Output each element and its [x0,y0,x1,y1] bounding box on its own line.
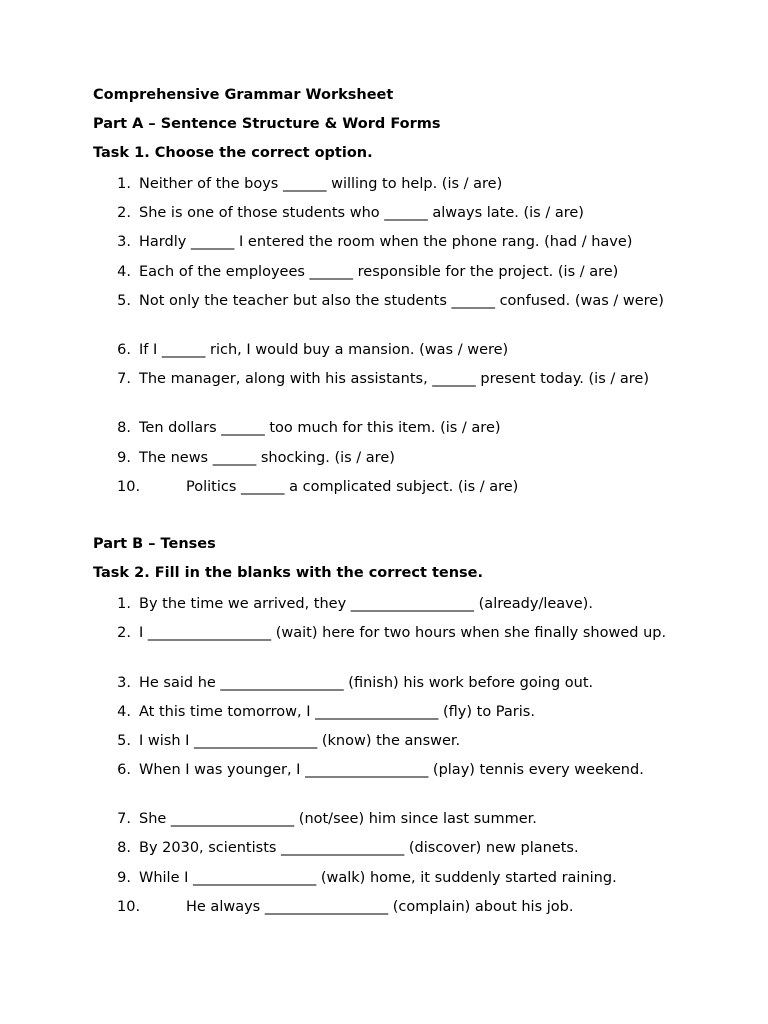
item-text: The manager, along with his assistants, ______ present today. (is / are) [139,371,649,387]
item-text: I _________________ (wait) here for two hours when she finally showed up. [139,625,667,641]
item-text: If I ______ rich, I would buy a mansion. (was / were) [139,342,509,358]
item-number: 5. [117,293,131,309]
item-number: 3. [117,675,131,691]
item-text: At this time tomorrow, I _________________ (fly) to Paris. [139,704,535,720]
item-text: She is one of those students who ______ always late. (is / are) [139,205,584,221]
item-text: She _________________ (not/see) him since last summer. [139,811,537,827]
item-number: 9. [117,870,131,886]
item-text: While I _________________ (walk) home, it suddenly started raining. [139,870,617,886]
item-number: 8. [117,840,131,856]
item-number: 9. [117,450,131,466]
item-number: 7. [117,811,131,827]
item-number: 10. [117,479,141,495]
item-text: Hardly ______ I entered the room when the phone rang. (had / have) [139,234,633,250]
item-number: 4. [117,704,131,720]
item-number: 1. [117,596,131,612]
item-text: Neither of the boys ______ willing to help. (is / are) [139,176,503,192]
item-text: Each of the employees ______ responsible for the project. (is / are) [139,264,619,280]
item-number: 10. [117,899,141,915]
item-number: 2. [117,625,131,641]
item-text: When I was younger, I _________________ (play) tennis every weekend. [139,762,644,778]
item-text: Ten dollars ______ too much for this item. (is / are) [139,420,501,436]
item-text: He always _________________ (complain) about his job. [186,899,574,915]
part-b-heading: Part B – Tenses [93,536,216,552]
part-a-heading: Part A – Sentence Structure & Word Forms [93,116,441,132]
task-1-heading: Task 1. Choose the correct option. [93,145,373,161]
item-number: 6. [117,342,131,358]
item-number: 7. [117,371,131,387]
item-number: 6. [117,762,131,778]
item-number: 1. [117,176,131,192]
item-text: He said he _________________ (finish) his work before going out. [139,675,594,691]
item-number: 8. [117,420,131,436]
item-number: 5. [117,733,131,749]
item-number: 2. [117,205,131,221]
item-text: By the time we arrived, they _________________ (already/leave). [139,596,593,612]
worksheet-title: Comprehensive Grammar Worksheet [93,87,394,103]
item-text: By 2030, scientists _________________ (discover) new planets. [139,840,579,856]
item-text: Not only the teacher but also the students ______ confused. (was / were) [139,293,664,309]
item-text: The news ______ shocking. (is / are) [139,450,395,466]
item-number: 3. [117,234,131,250]
item-text: Politics ______ a complicated subject. (is / are) [186,479,519,495]
task-2-heading: Task 2. Fill in the blanks with the correct tense. [93,565,484,581]
item-text: I wish I _________________ (know) the answer. [139,733,461,749]
item-number: 4. [117,264,131,280]
